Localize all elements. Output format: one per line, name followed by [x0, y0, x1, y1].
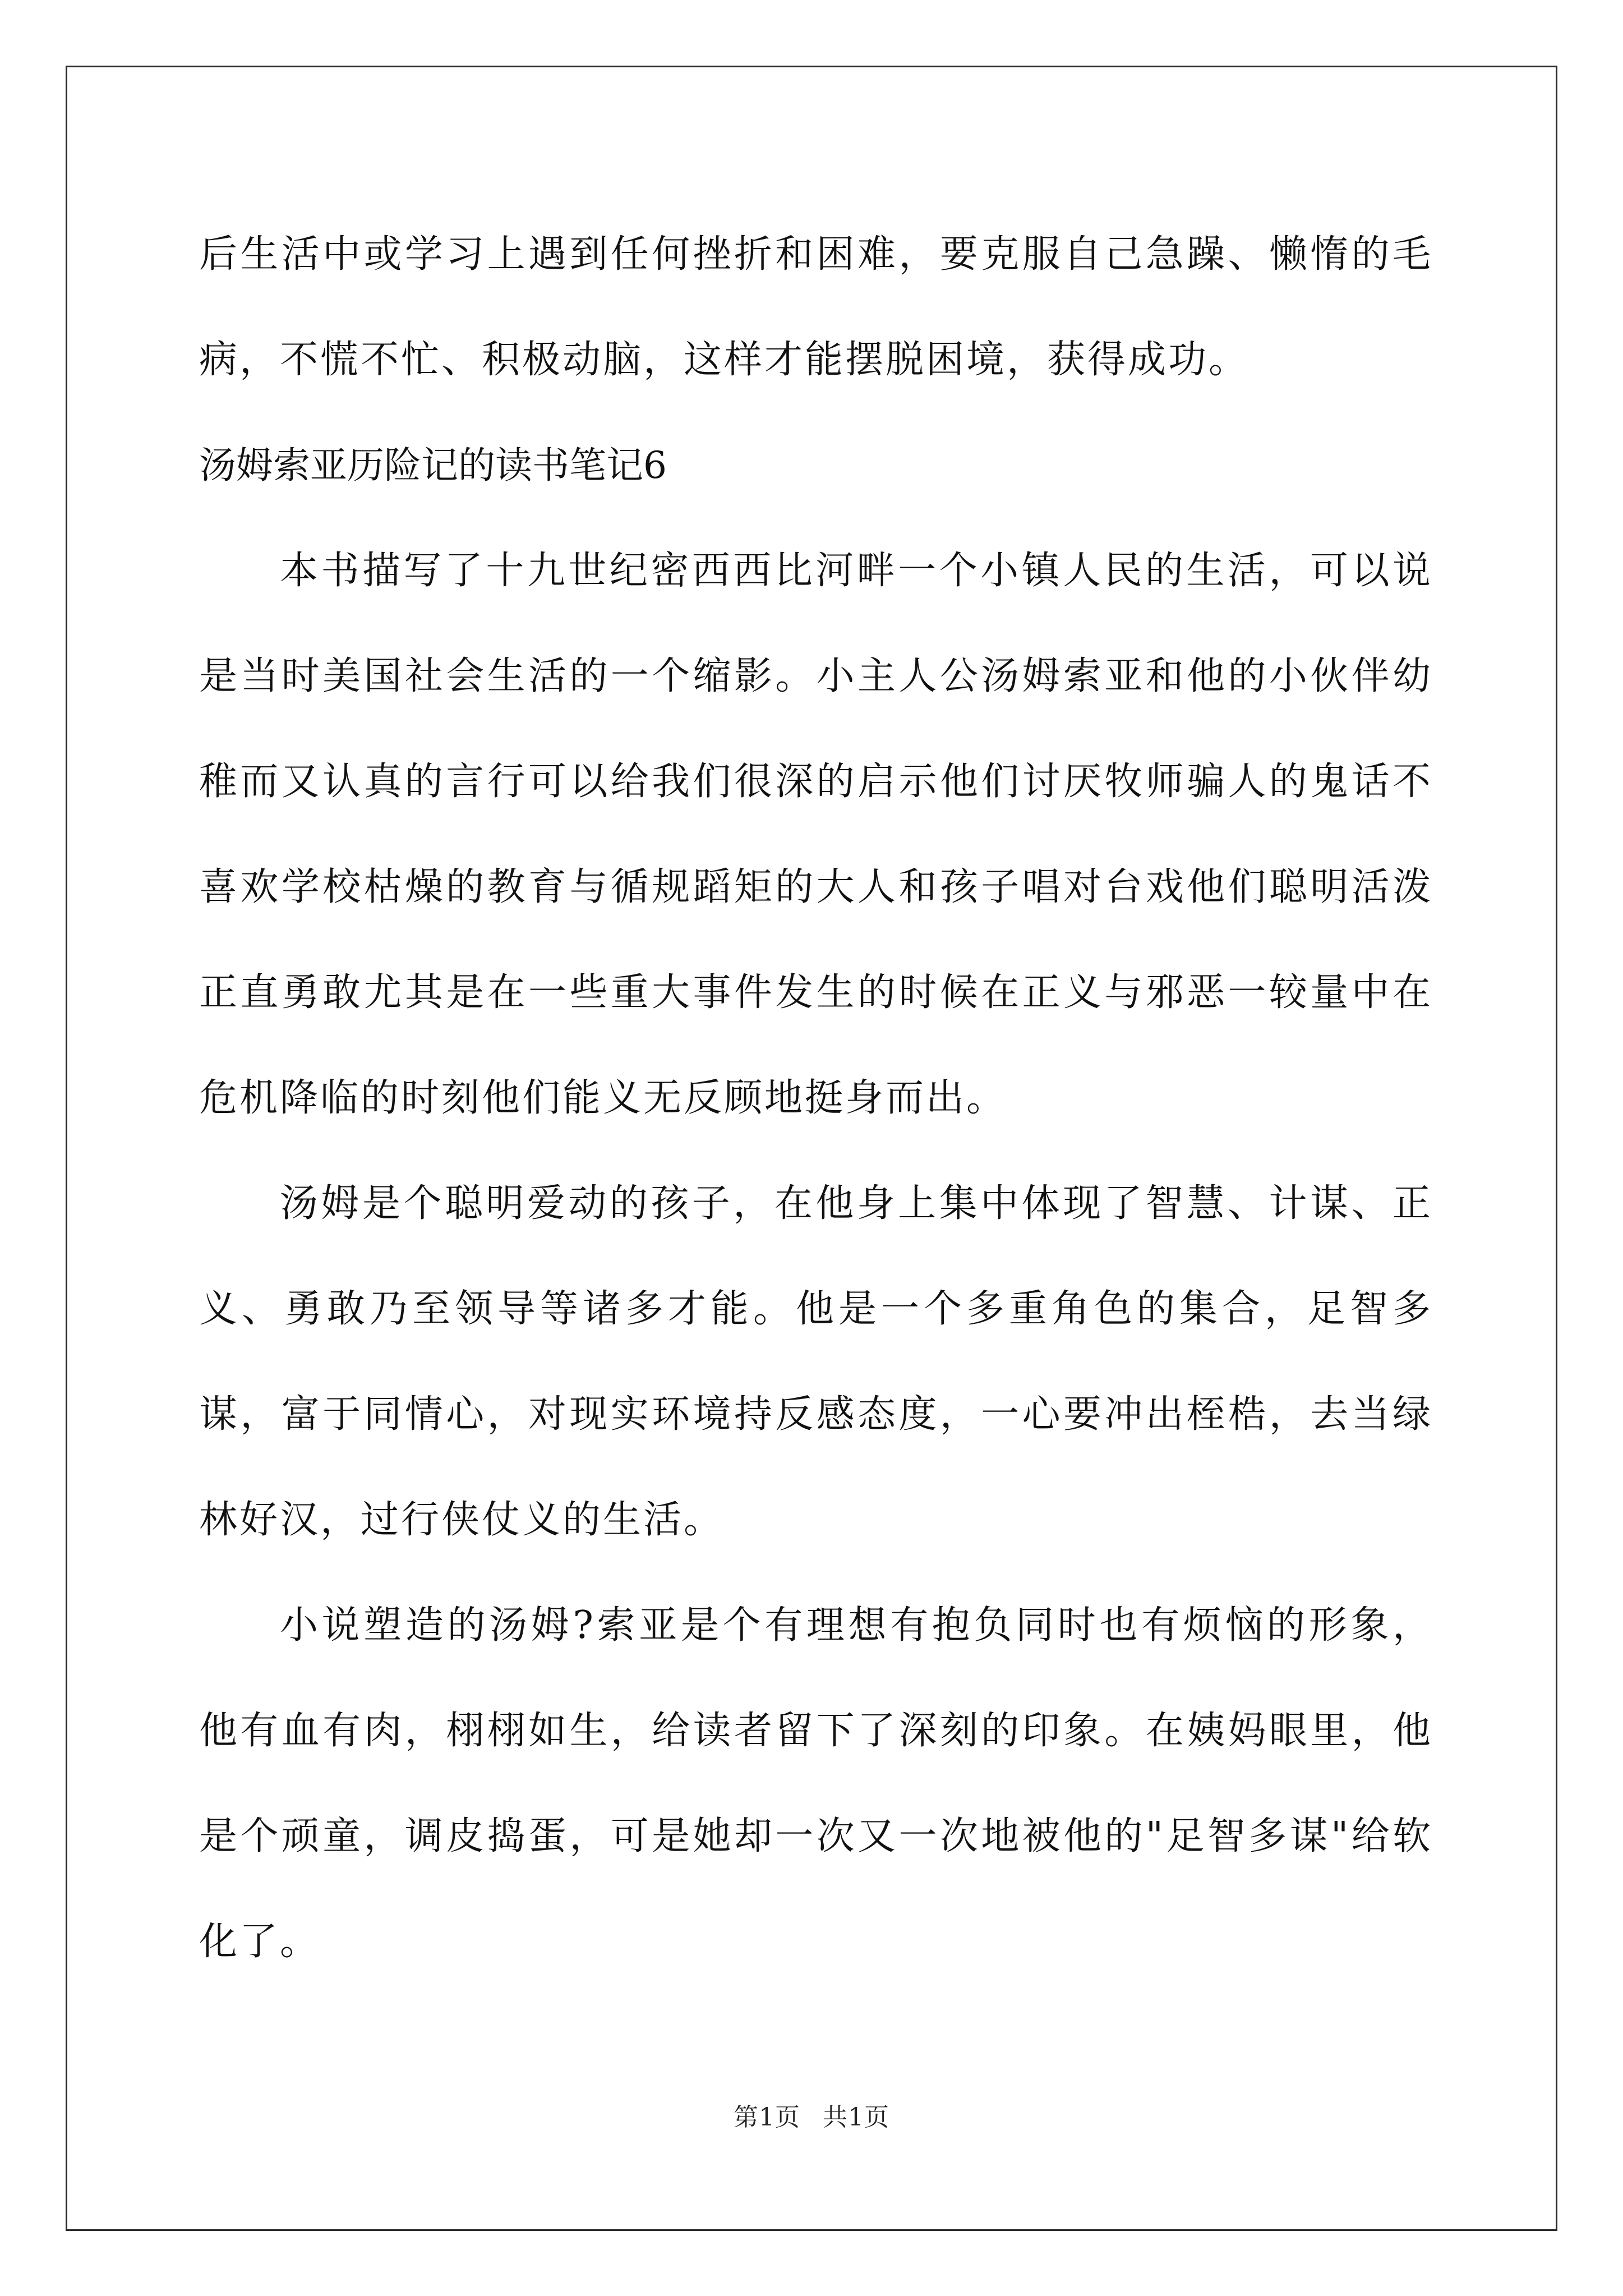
paragraph: 小说塑造的汤姆?索亚是个有理想有抱负同时也有烦恼的形象，他有血有肉，栩栩如生，给读者留下了深刻的印象。在姨妈眼里，他是个顽童，调皮捣蛋，可是她却一次又一次地被他的"足智多谋"给软化了。 [199, 1603, 1433, 1964]
paragraph: 本书描写了十九世纪密西西比河畔一个小镇人民的生活，可以说是当时美国社会生活的一个缩影。小主人公汤姆索亚和他的小伙伴幼稚而又认真的言行可以给我们很深的启示他们讨厌牧师骗人的鬼话不喜欢学校枯燥的教育与循规蹈矩的大人和孩子唱对台戏他们聪明活泼正直勇敢尤其是在一些重大事件发生的时候在正义与邪恶一较量中在危机降临的时刻他们能义无反顾地挺身而出。 [199, 549, 1433, 1120]
paragraph: 汤姆是个聪明爱动的孩子，在他身上集中体现了智慧、计谋、正义、勇敢乃至领导等诸多才能。他是一个多重角色的集合，足智多谋，富于同情心，对现实环境持反感态度，一心要冲出桎梏，去当绿林好汉，过行侠仗义的生活。 [199, 1181, 1433, 1542]
section-heading: 汤姆索亚历险记的读书笔记6 [199, 444, 667, 487]
page-footer [0, 2097, 1623, 2133]
page-total: 共1页 [823, 2103, 889, 2132]
document-body [199, 202, 1433, 1995]
page-number: 第1页 [734, 2103, 800, 2132]
paragraph-continued: 后生活中或学习上遇到任何挫折和困难，要克服自己急躁、懒惰的毛病，不慌不忙、积极动脑，这样才能摆脱困境，获得成功。 [199, 232, 1433, 382]
